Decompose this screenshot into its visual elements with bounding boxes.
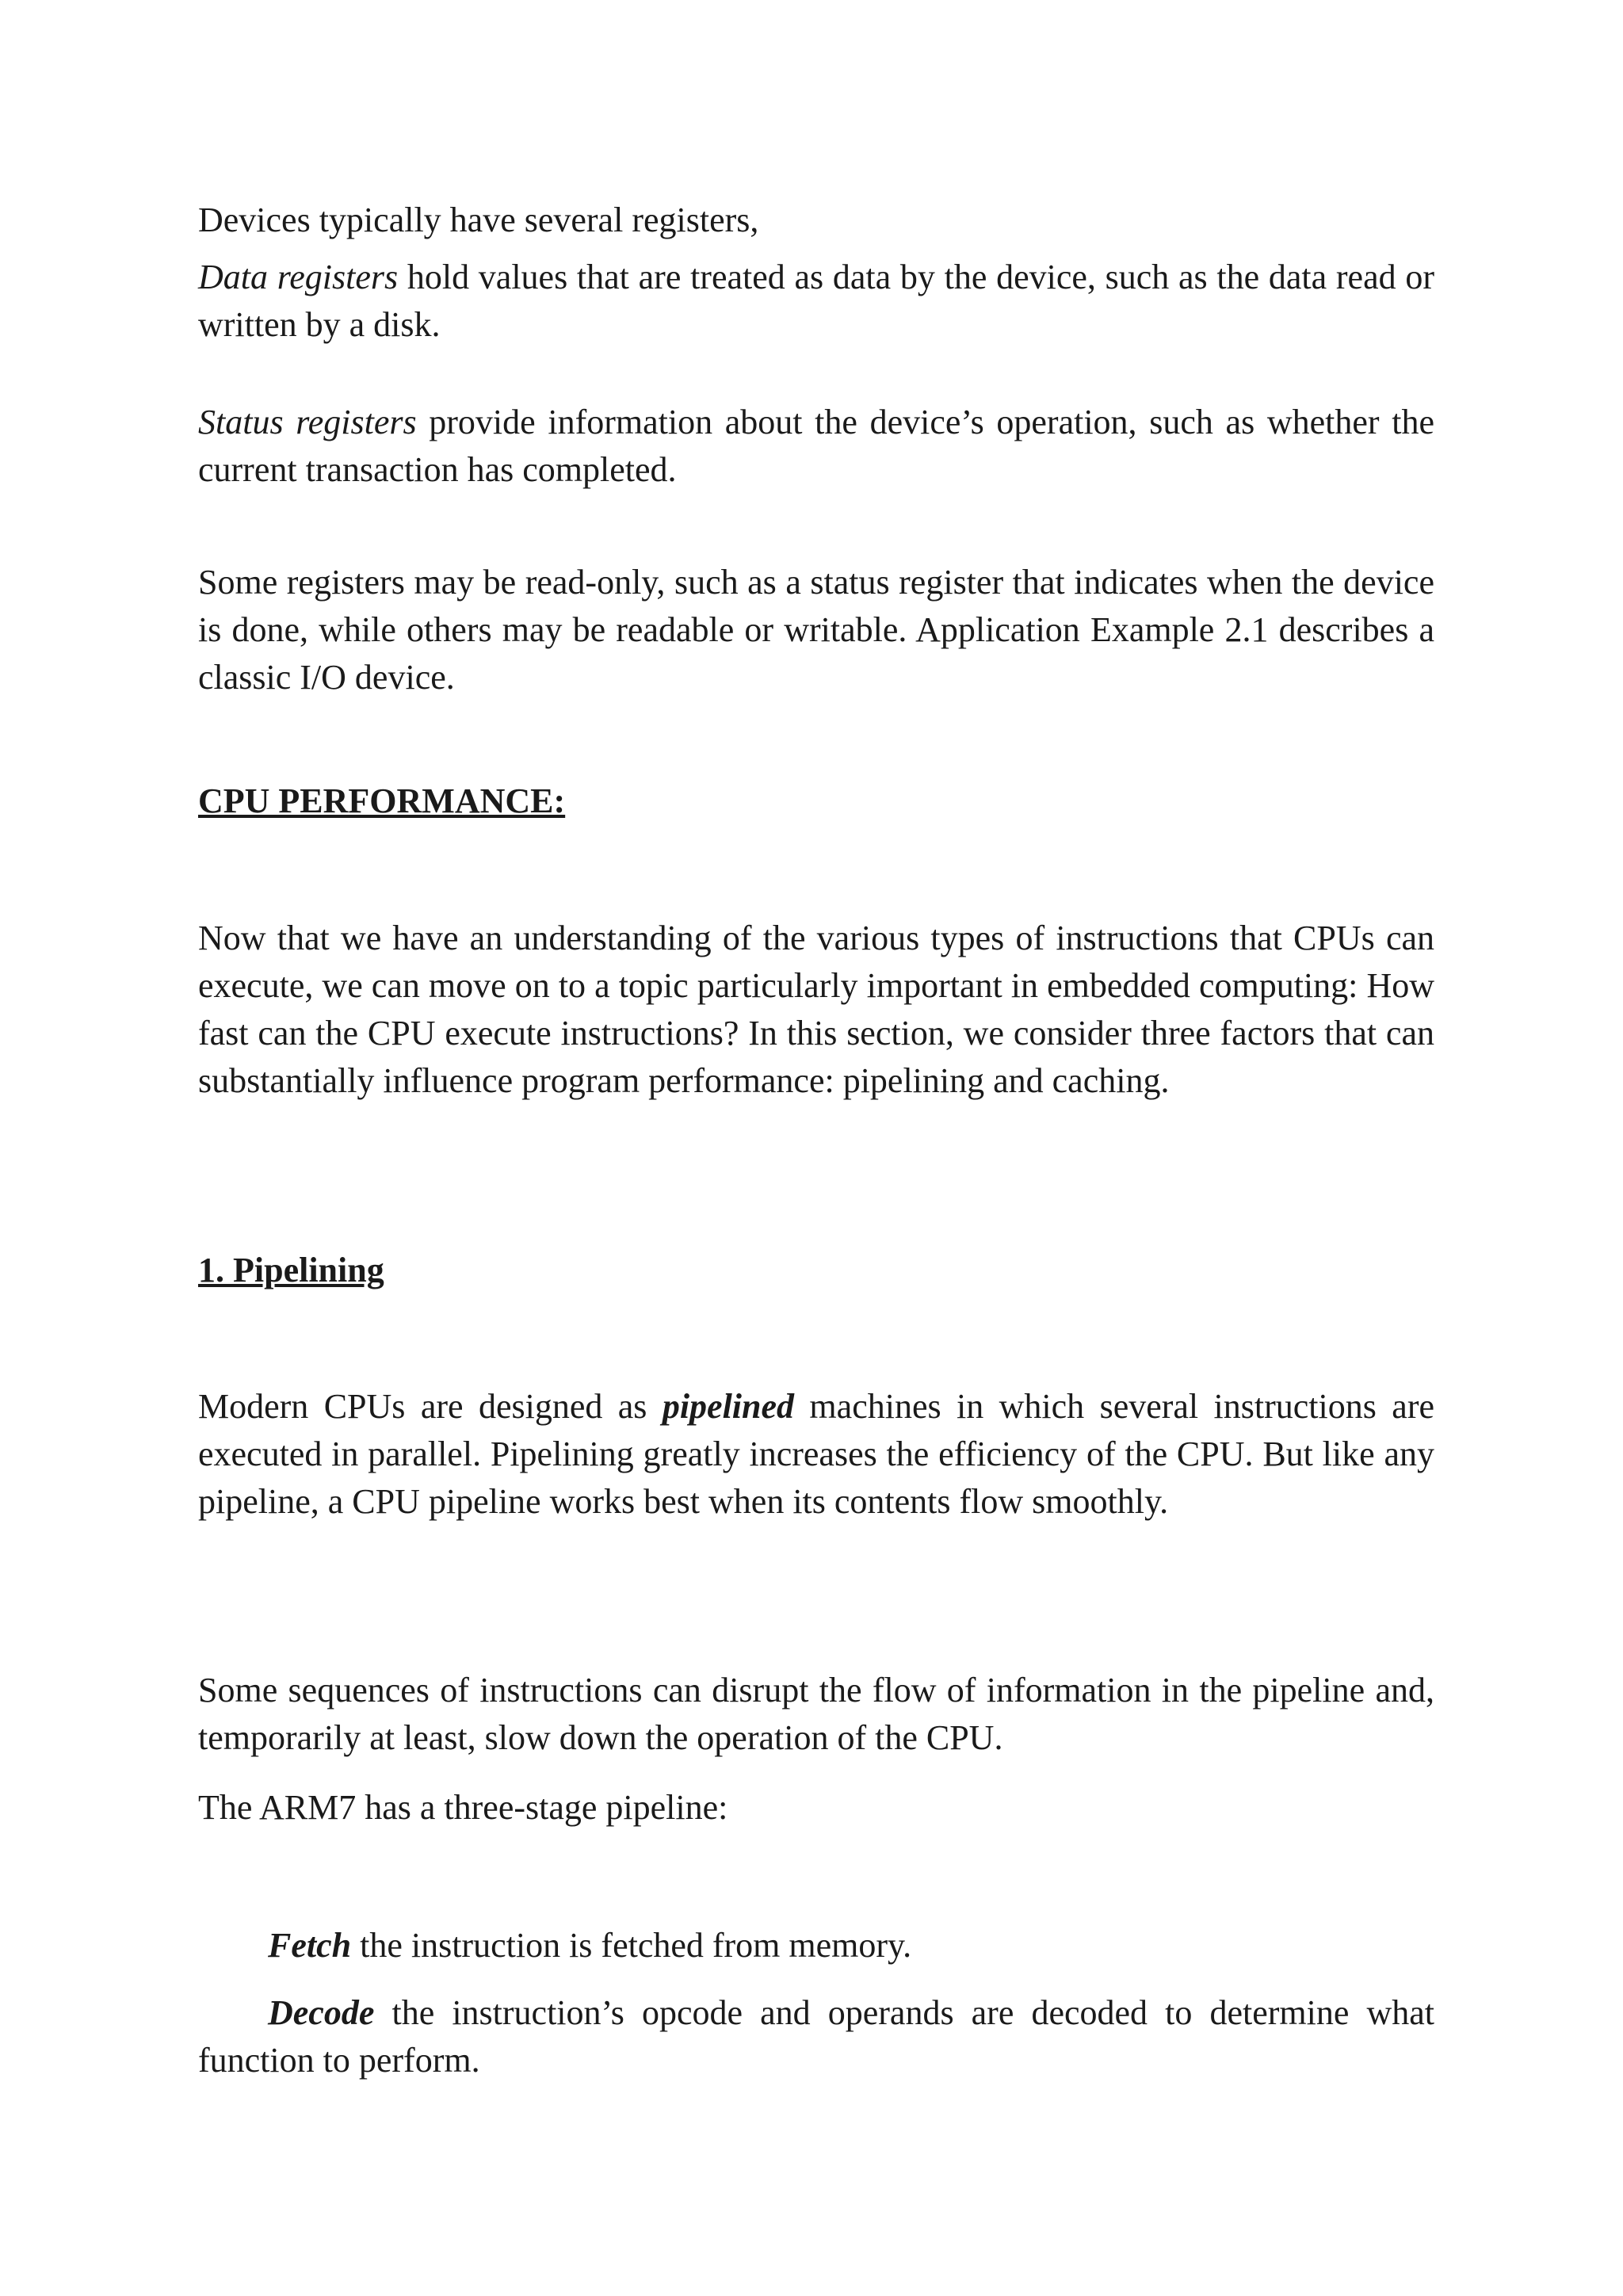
intro-text: Devices typically have several registers, bbox=[198, 201, 759, 239]
pipelined-term: pipelined bbox=[662, 1387, 795, 1426]
modern-cpus-text-post: machines in which several instructions are executed in parallel. Pipelining greatly increases the efficiency of the CPU. But like any pipeline, a CPU pipeline works best when its contents flow smoothly. bbox=[198, 1387, 1434, 1521]
readonly-paragraph bbox=[198, 559, 1434, 701]
modern-cpus-text-pre: Modern CPUs are designed as bbox=[198, 1387, 663, 1426]
status-registers-paragraph bbox=[198, 399, 1434, 494]
fetch-paragraph bbox=[198, 1922, 1434, 1969]
decode-paragraph bbox=[198, 1989, 1434, 2084]
status-registers-term: Status registers bbox=[198, 403, 417, 441]
fetch-text: the instruction is fetched from memory. bbox=[351, 1926, 912, 1965]
cpu-performance-text: Now that we have an understanding of the various types of instructions that CPUs can execute, we can move on to a topic particularly important in embedded computing: How fast can the CPU execute instructions? In this section, we consider three factors that can substantially influence program performance: pipelining and caching. bbox=[198, 919, 1434, 1100]
sequences-paragraph bbox=[198, 1667, 1434, 1762]
data-registers-text: hold values that are treated as data by the device, such as the data read or written by a disk. bbox=[198, 258, 1435, 344]
readonly-text: Some registers may be read-only, such as a status register that indicates when the device is done, while others may be readable or writable. Application Example 2.1 describes a classic I/O device. bbox=[198, 563, 1434, 697]
fetch-term: Fetch bbox=[268, 1926, 352, 1965]
arm7-paragraph bbox=[198, 1784, 1434, 1832]
data-registers-paragraph bbox=[198, 254, 1434, 349]
cpu-performance-heading: CPU PERFORMANCE: bbox=[198, 781, 566, 820]
data-registers-term: Data registers bbox=[198, 258, 399, 296]
arm7-text: The ARM7 has a three-stage pipeline: bbox=[198, 1788, 728, 1827]
pipelining-heading: 1. Pipelining bbox=[198, 1251, 384, 1289]
sequences-text: Some sequences of instructions can disrupt the flow of information in the pipeline and, temporarily at least, slow down the operation of the CPU. bbox=[198, 1671, 1434, 1757]
intro-paragraph bbox=[198, 197, 1434, 244]
modern-cpus-paragraph bbox=[198, 1383, 1434, 1526]
decode-text: the instruction’s opcode and operands are decoded to determine what function to perform. bbox=[198, 1993, 1434, 2080]
decode-term: Decode bbox=[268, 1993, 375, 2032]
status-registers-text: provide information about the device’s operation, such as whether the current transaction has completed. bbox=[198, 403, 1434, 489]
cpu-performance-paragraph bbox=[198, 915, 1434, 1105]
